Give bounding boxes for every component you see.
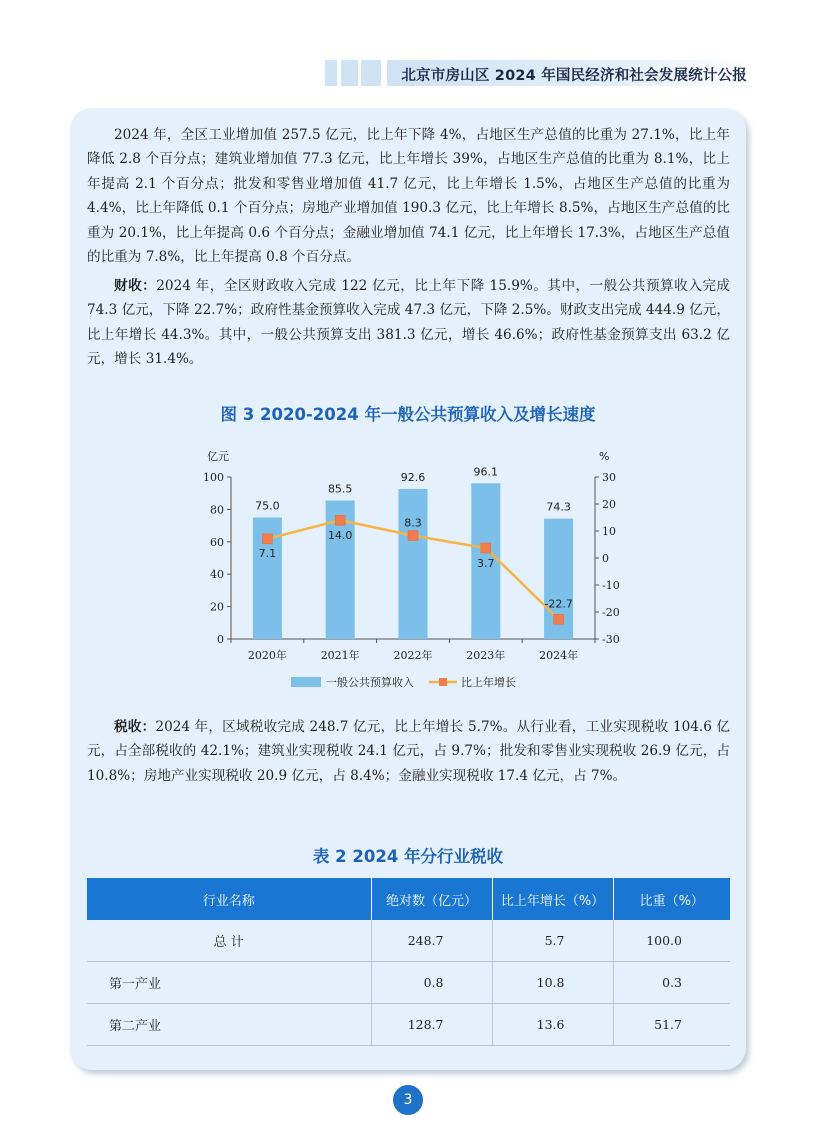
header-industry-name: 行业名称 — [87, 878, 371, 920]
growth-value-label: 14.0 — [327, 529, 353, 543]
right-tick-label: -30 — [602, 633, 620, 646]
bar-value-label: 85.5 — [327, 482, 353, 496]
growth-value-label: 7.1 — [258, 546, 277, 560]
cell-share: 100.0 — [613, 920, 730, 962]
right-tick-label: 0 — [602, 552, 609, 565]
growth-point — [335, 515, 345, 525]
cell-growth: 13.6 — [492, 1004, 613, 1046]
industry-text: 2024 年，全区工业增加值 257.5 亿元，比上年下降 4%，占地区生产总值的比重为 27.1%，比上年降低 2.8 个百分点；建筑业增加值 77.3 亿元，比上年增长 39%，占地区生产总值的比重为 8.1%，比上年提高 2.1 个百分点；批发和零售业增加值 41.7 亿元，比上年增长 1.5%，占地区生产总值的比重为 4.4%，比上年降低 0.1 个百分点；房地产业增加值 190.3 亿元，比上年增长 8.5%，占地区生产总值的比重为 20.1%，比上年提高 0.6 个百分点；金融业增加值 74.1 亿元，比上年增长 17.3%，占地区生产总值的比重为 7.8%，比上年提高 0.8 个百分点。 — [87, 127, 730, 266]
right-tick-label: -20 — [602, 606, 620, 619]
right-axis-unit: % — [599, 450, 610, 463]
legend-bar-swatch — [291, 677, 321, 687]
left-tick-label: 0 — [217, 633, 224, 646]
header-deco-block — [325, 60, 337, 86]
table-row — [87, 920, 730, 962]
x-tick-label: 2022年 — [393, 649, 433, 662]
growth-point — [481, 543, 491, 553]
header-title-bar — [387, 60, 749, 86]
bar-value-label: 92.6 — [400, 470, 426, 484]
table-title: 表 2 2024 年分行业税收 — [312, 847, 504, 866]
tax-paragraph — [87, 715, 730, 788]
header-share: 比重（%） — [613, 878, 730, 920]
finance-label: 财收： — [114, 278, 157, 294]
chart-title: 图 3 2020-2024 年一般公共预算收入及增长速度 — [220, 405, 596, 424]
header-absolute: 绝对数（亿元） — [371, 878, 492, 920]
legend-line-label: 比上年增长 — [461, 676, 516, 689]
cell-absolute: 248.7 — [371, 920, 492, 962]
x-tick-label: 2020年 — [247, 649, 287, 662]
cell-industry: 第二产业 — [87, 1004, 371, 1046]
bar-value-label: 75.0 — [255, 499, 280, 513]
bar-value-label: 96.1 — [473, 465, 499, 479]
cell-absolute: 128.7 — [371, 1004, 492, 1046]
industry-paragraph — [87, 123, 730, 269]
growth-value-label: -22.7 — [544, 597, 573, 611]
right-tick-label: -10 — [602, 579, 620, 592]
table-row — [87, 962, 730, 1004]
growth-point — [554, 614, 564, 624]
left-tick-label: 40 — [210, 568, 224, 582]
left-tick-label: 60 — [210, 535, 224, 549]
legend-line-marker — [439, 678, 447, 686]
finance-paragraph — [87, 274, 730, 372]
cell-industry: 第一产业 — [87, 962, 371, 1004]
growth-value-label: 8.3 — [404, 516, 422, 530]
cell-share: 51.7 — [613, 1004, 730, 1046]
cell-share: 0.3 — [613, 962, 730, 1004]
x-tick-label: 2023年 — [466, 649, 506, 662]
table-row — [87, 1004, 730, 1046]
left-tick-label: 80 — [210, 503, 224, 517]
growth-point — [408, 531, 418, 541]
header-bar — [325, 60, 749, 86]
cell-growth: 5.7 — [492, 920, 613, 962]
right-tick-label: 30 — [602, 471, 616, 484]
right-tick-label: 10 — [602, 525, 616, 538]
header-deco-block — [361, 60, 381, 86]
right-tick-label: 20 — [602, 498, 616, 511]
cell-absolute: 0.8 — [371, 962, 492, 1004]
growth-value-label: 3.7 — [477, 557, 495, 571]
bar-value-label: 74.3 — [546, 500, 571, 514]
table-header-row — [87, 878, 730, 920]
cell-industry: 总 计 — [87, 920, 371, 962]
bar — [399, 489, 428, 639]
tax-text: 2024 年，区域税收完成 248.7 亿元，比上年增长 5.7%。从行业看，工业实现税收 104.6 亿元，占全部税收的 42.1%；建筑业实现税收 24.1 亿元，占 9.7%；批发和零售业实现税收 26.9 亿元，占 10.8%；房地产业实现税收 20.9 亿元，占 8.4%；金融业实现税收 17.4 亿元，占 7%。 — [87, 719, 730, 784]
x-tick-label: 2024年 — [539, 649, 579, 662]
tax-by-industry-table — [87, 878, 730, 1046]
left-tick-label: 100 — [203, 471, 224, 484]
cell-growth: 10.8 — [492, 962, 613, 1004]
x-tick-label: 2021年 — [320, 649, 360, 662]
header-growth: 比上年增长（%） — [492, 878, 613, 920]
budget-revenue-chart — [195, 445, 635, 700]
legend-bar-label: 一般公共预算收入 — [326, 676, 414, 689]
left-tick-label: 20 — [210, 600, 224, 614]
finance-text: 2024 年，全区财政收入完成 122 亿元，比上年下降 15.9%。其中，一般公共预算收入完成 74.3 亿元，下降 22.7%；政府性基金预算收入完成 47.3 亿元，下降 2.5%。财政支出完成 444.9 亿元，比上年增长 44.3%。其中，一般公共预算支出 381.3 亿元，增长 46.6%；政府性基金预算支出 63.2 亿元，增长 31.4%。 — [87, 278, 730, 368]
left-axis-unit: 亿元 — [207, 450, 229, 463]
header-title: 北京市房山区 2024 年国民经济和社会发展统计公报 — [401, 68, 747, 84]
growth-point — [262, 534, 272, 544]
header-deco-block — [341, 60, 358, 86]
page-number: 3 — [393, 1085, 423, 1115]
tax-label: 税收： — [114, 719, 156, 735]
